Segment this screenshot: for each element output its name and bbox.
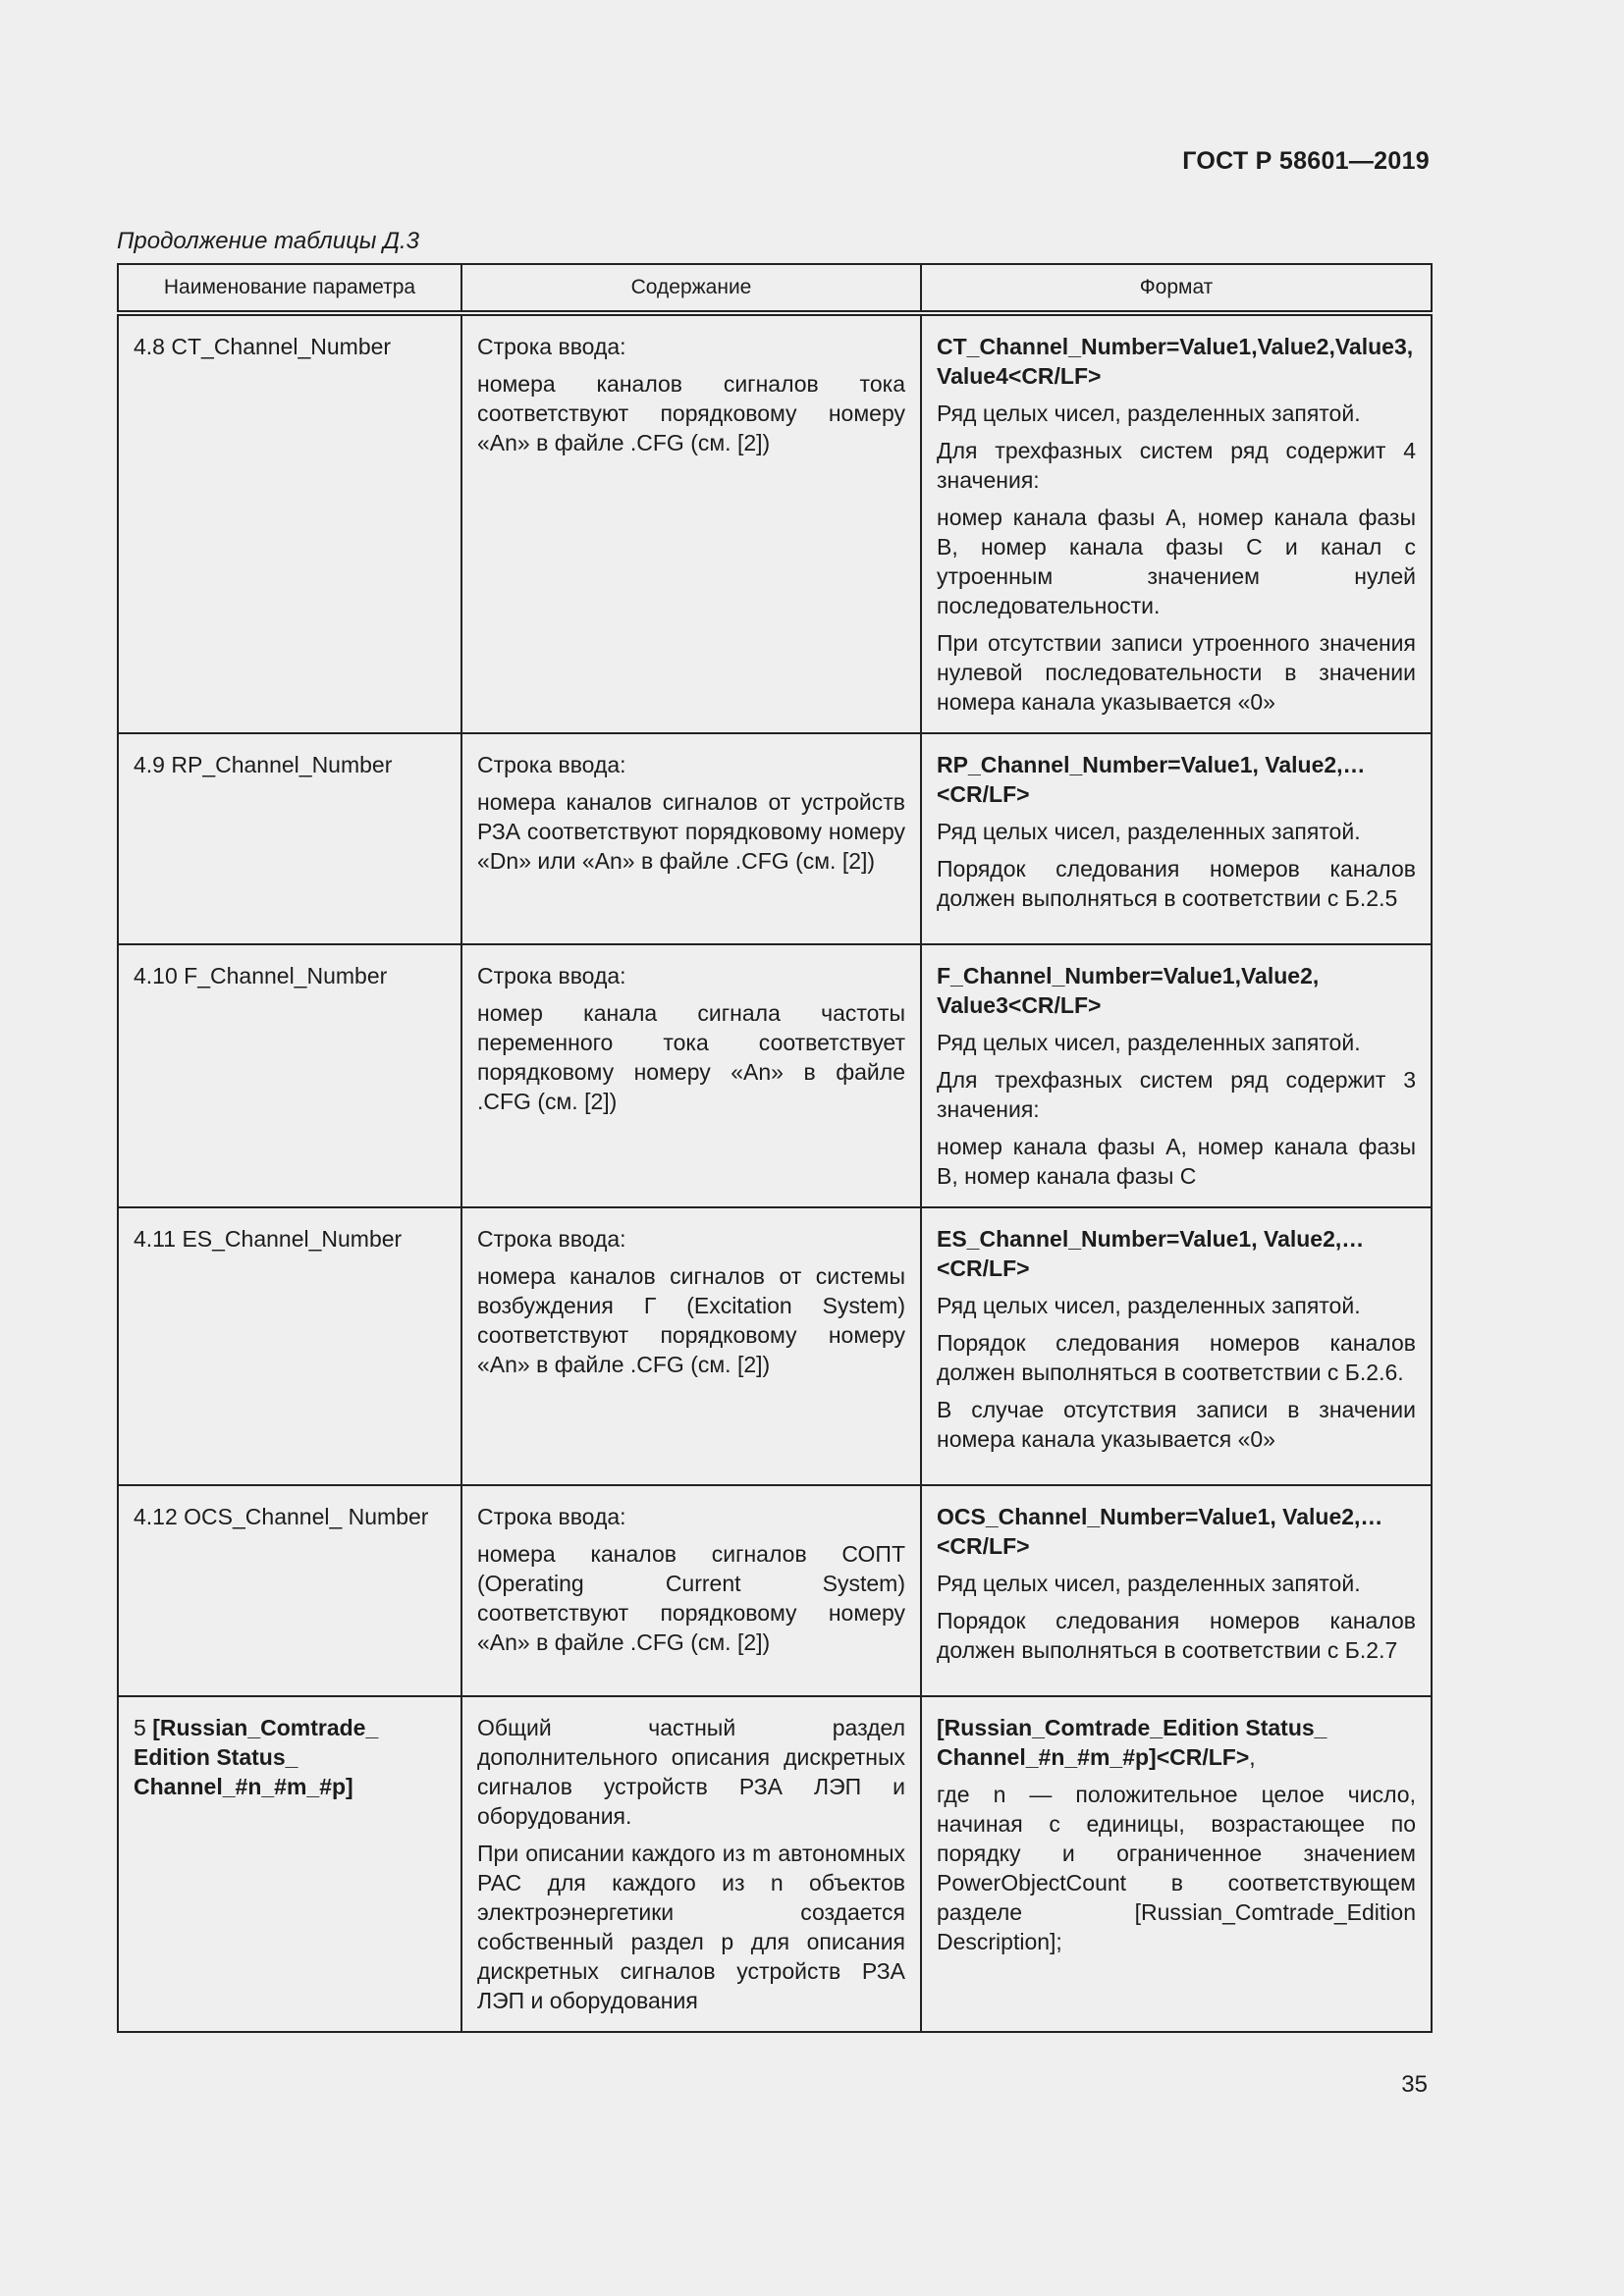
header-content: Содержание (461, 264, 921, 313)
table-row (118, 1696, 1432, 2032)
table-header-row (118, 264, 1432, 313)
param-name-cell (118, 1485, 461, 1696)
format-cell (921, 944, 1432, 1207)
param-section-name: [Russian_Comtrade_ Edition Status_ Channel_#n_#m_#p] (134, 1715, 379, 1799)
param-name-cell (118, 1696, 461, 2032)
table-row (118, 1485, 1432, 1696)
content-text: Строка ввода: (477, 1504, 626, 1529)
format-text: Для трехфазных систем ряд содержит 3 значения: (937, 1067, 1416, 1122)
format-text: Порядок следования номеров каналов должен выполняться в соответствии с Б.2.7 (937, 1608, 1416, 1663)
param-name (134, 1713, 446, 1801)
format-text: Ряд целых чисел, разделенных запятой. (937, 1293, 1361, 1318)
parameters-table (117, 263, 1433, 2033)
format-text: Для трехфазных систем ряд содержит 4 значения: (937, 438, 1416, 493)
content-cell (461, 1207, 921, 1485)
param-number: 5 (134, 1715, 146, 1740)
format-cell (921, 313, 1432, 733)
document-code: ГОСТ Р 58601—2019 (1182, 147, 1430, 175)
table-row (118, 944, 1432, 1207)
table-row (118, 733, 1432, 944)
format-text: Ряд целых чисел, разделенных запятой. (937, 1030, 1361, 1055)
format-cell (921, 1207, 1432, 1485)
header-format: Формат (921, 264, 1432, 313)
param-name-cell (118, 733, 461, 944)
format-text: где n — положительное целое число, начиная с единицы, возрастающее по порядку и ограниченное значением PowerObjectCount в соответствующем разделе [Russian_Comtrade_Edition Description]; (937, 1782, 1416, 1954)
content-text: Общий частный раздел дополнительного описания дискретных сигналов устройств РЗА ЛЭП и оборудования. (477, 1715, 905, 1829)
format-text: Ряд целых чисел, разделенных запятой. (937, 819, 1361, 844)
param-name: 4.11 ES_Channel_Number (134, 1226, 403, 1252)
format-syntax: RP_Channel_Number=Value1, Value2,…<CR/LF> (937, 752, 1366, 807)
content-text: Строка ввода: (477, 334, 626, 359)
format-cell (921, 1485, 1432, 1696)
format-cell (921, 1696, 1432, 2032)
header-parameter-name: Наименование параметра (118, 264, 461, 313)
content-text: номера каналов сигналов от устройств РЗА соответствуют порядковому номеру «Dn» или «An» в файле .CFG (см. [2]) (477, 789, 905, 874)
param-name: 4.12 OCS_Channel_ Number (134, 1504, 429, 1529)
param-name-cell (118, 1207, 461, 1485)
table-row (118, 1207, 1432, 1485)
format-text: номер канала фазы A, номер канала фазы B, номер канала фазы C и канал с утроенным значением нулей последовательности. (937, 505, 1416, 618)
format-syntax: ES_Channel_Number=Value1, Value2,…<CR/LF> (937, 1226, 1365, 1281)
format-text: Порядок следования номеров каналов должен выполняться в соответствии с Б.2.6. (937, 1330, 1416, 1385)
content-cell (461, 733, 921, 944)
content-text: номера каналов сигналов от системы возбуждения Г (Excitation System) соответствуют порядковому номеру «An» в файле .CFG (см. [2]) (477, 1263, 905, 1377)
content-cell (461, 944, 921, 1207)
param-name-cell (118, 313, 461, 733)
content-text: номер канала сигнала частоты переменного тока соответствует порядковому номеру «An» в файле .CFG (см. [2]) (477, 1000, 905, 1114)
content-text: номера каналов сигналов тока соответствуют порядковому номеру «An» в файле .CFG (см. [2]) (477, 371, 905, 455)
content-text: Строка ввода: (477, 1226, 626, 1252)
format-syntax: F_Channel_Number=Value1,Value2, Value3<CR/LF> (937, 963, 1320, 1018)
format-syntax (937, 1713, 1416, 1772)
format-text: При отсутствии записи утроенного значения нулевой последовательности в значении номера канала указывается «0» (937, 630, 1416, 715)
format-cell (921, 733, 1432, 944)
format-text: Ряд целых чисел, разделенных запятой. (937, 400, 1361, 426)
content-text: Строка ввода: (477, 963, 626, 988)
content-cell (461, 313, 921, 733)
format-syntax: CT_Channel_Number=Value1,Value2,Value3, Value4<CR/LF> (937, 334, 1414, 389)
param-name: 4.10 F_Channel_Number (134, 963, 388, 988)
content-text: При описании каждого из m автономных РАС для каждого из n объектов электроэнергетики создается собственный раздел p для описания дискретных сигналов устройств РЗА ЛЭП и оборудования (477, 1841, 905, 2013)
param-name: 4.8 CT_Channel_Number (134, 334, 392, 359)
format-syntax: OCS_Channel_Number=Value1, Value2,…<CR/LF> (937, 1504, 1383, 1559)
content-cell (461, 1696, 921, 2032)
table-caption: Продолжение таблицы Д.3 (117, 228, 420, 254)
format-syntax-bold: [Russian_Comtrade_Edition Status_ Channel_#n_#m_#p]<CR/LF> (937, 1715, 1327, 1770)
page-number: 35 (1401, 2071, 1428, 2098)
param-name-cell (118, 944, 461, 1207)
format-text: Ряд целых чисел, разделенных запятой. (937, 1571, 1361, 1596)
table-row (118, 313, 1432, 733)
format-text: номер канала фазы A, номер канала фазы B, номер канала фазы C (937, 1134, 1416, 1189)
content-cell (461, 1485, 921, 1696)
format-text: В случае отсутствия записи в значении номера канала указывается «0» (937, 1397, 1416, 1452)
param-name: 4.9 RP_Channel_Number (134, 752, 393, 777)
content-text: Строка ввода: (477, 752, 626, 777)
content-text: номера каналов сигналов СОПТ (Operating Current System) соответствуют порядковому номеру «An» в файле .CFG (см. [2]) (477, 1541, 905, 1655)
format-text: Порядок следования номеров каналов должен выполняться в соответствии с Б.2.5 (937, 856, 1416, 911)
format-syntax-tail: , (1249, 1744, 1256, 1770)
